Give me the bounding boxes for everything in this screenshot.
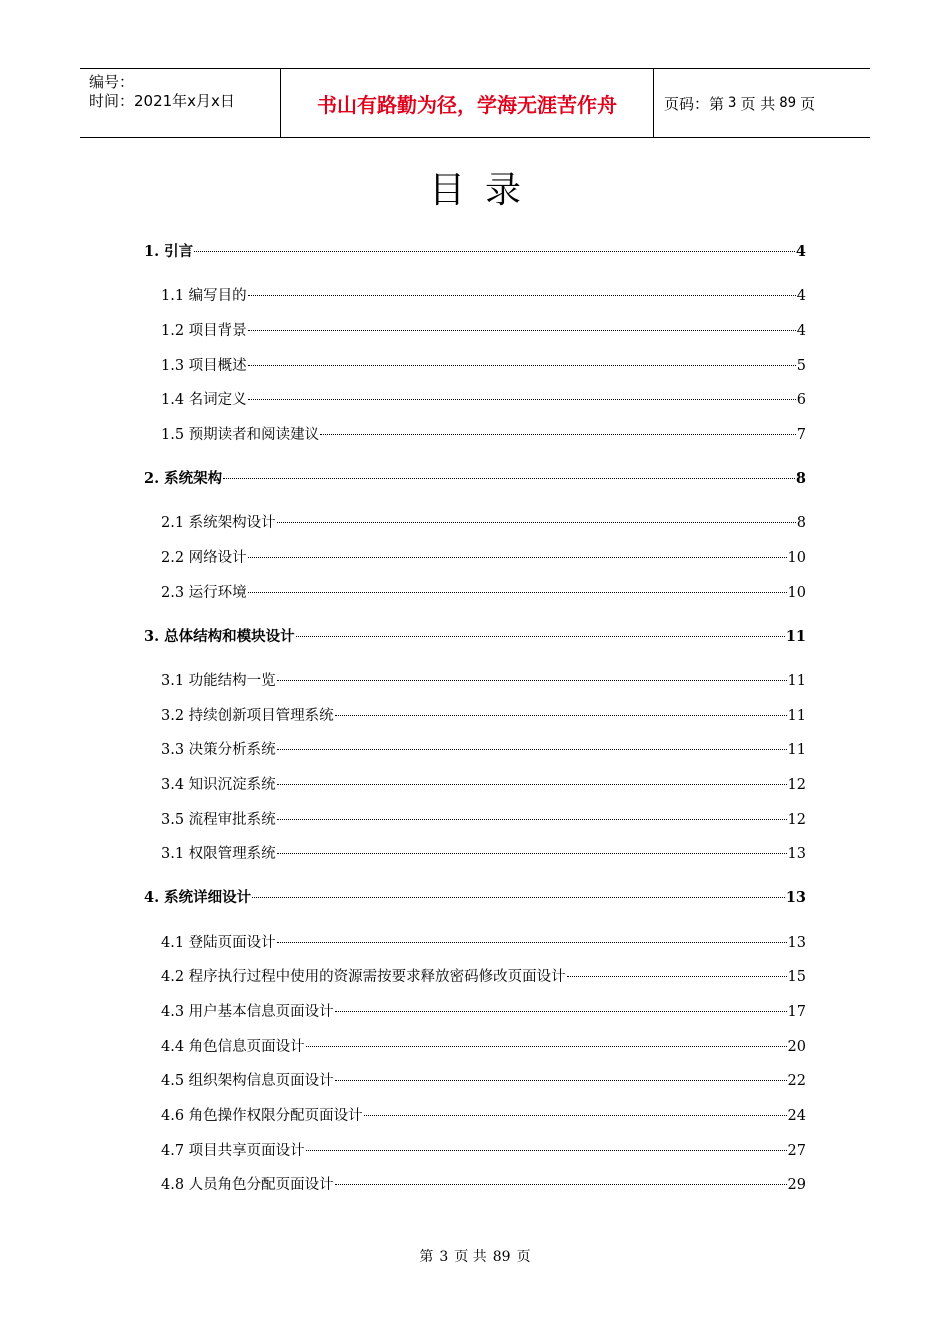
toc-leader-dots (277, 819, 787, 820)
toc-entry[interactable] (161, 1104, 806, 1124)
document-time-label: 时间：2021年x月x日 (89, 92, 235, 110)
toc-entry-title: 4.3 用户基本信息页面设计 (161, 1004, 334, 1020)
toc-entry-title: 4.6 角色操作权限分配页面设计 (161, 1108, 363, 1124)
toc-entry-page: 8 (795, 470, 806, 487)
header-page-prefix: 页码：第 (664, 94, 725, 113)
toc-entry[interactable] (161, 669, 806, 689)
toc-leader-dots (277, 853, 787, 854)
toc-entry[interactable] (161, 423, 806, 443)
toc-entry-page: 5 (796, 358, 806, 374)
toc-entry[interactable] (161, 1139, 806, 1159)
toc-entry-page: 13 (787, 846, 806, 862)
toc-entry-page: 13 (787, 935, 806, 951)
toc-entry[interactable] (144, 625, 806, 645)
toc-leader-dots (277, 680, 787, 681)
toc-entry-title: 4.8 人员角色分配页面设计 (161, 1177, 334, 1193)
toc-entry-page: 4 (796, 323, 806, 339)
toc-entry-title: 3.1 功能结构一览 (161, 673, 276, 689)
footer-page-current: 3 (439, 1249, 449, 1265)
toc-entry-title: 2.3 运行环境 (161, 585, 247, 601)
toc-entry-title: 1.2 项目背景 (161, 323, 247, 339)
toc-entry[interactable] (161, 965, 806, 985)
footer-suffix: 页 (516, 1249, 531, 1265)
toc-title: 目录 (428, 170, 541, 211)
toc-entry-title: 1.3 项目概述 (161, 358, 247, 374)
toc-entry-page: 4 (795, 243, 806, 260)
toc-entry[interactable] (161, 388, 806, 408)
toc-entry[interactable] (144, 240, 806, 260)
toc-entry[interactable] (161, 284, 806, 304)
toc-entry[interactable] (161, 738, 806, 758)
toc-leader-dots (277, 784, 787, 785)
document-number-label: 编号： (89, 73, 135, 91)
toc-entry[interactable] (161, 354, 806, 374)
toc-entry-page: 11 (787, 742, 806, 758)
toc-leader-dots (364, 1115, 787, 1116)
toc-entry-page: 20 (787, 1039, 806, 1055)
toc-entry-title: 1.5 预期读者和阅读建议 (161, 427, 320, 443)
toc-leader-dots (335, 715, 787, 716)
toc-entry[interactable] (161, 1000, 806, 1020)
header-page-mid: 页 共 (740, 94, 776, 113)
toc-entry-page: 13 (785, 889, 806, 906)
toc-entry-page: 11 (787, 673, 806, 689)
toc-entry-title: 2.2 网络设计 (161, 550, 247, 566)
toc-entry-page: 10 (787, 550, 806, 566)
header-page-current: 3 (728, 95, 737, 111)
toc-entry-page: 22 (787, 1073, 806, 1089)
toc-leader-dots (248, 295, 796, 296)
toc-leader-dots (223, 478, 795, 479)
toc-entry-title: 3.4 知识沉淀系统 (161, 777, 276, 793)
toc-leader-dots (248, 557, 787, 558)
toc-leader-dots (296, 636, 785, 637)
toc-entry-title: 4.2 程序执行过程中使用的资源需按要求释放密码修改页面设计 (161, 969, 566, 985)
toc-leader-dots (277, 942, 787, 943)
toc-leader-dots (567, 976, 787, 977)
toc-entry-title: 3.1 权限管理系统 (161, 846, 276, 862)
toc-entry[interactable] (161, 581, 806, 601)
header-page-info (654, 69, 870, 137)
toc-leader-dots (194, 251, 795, 252)
toc-entry[interactable] (161, 773, 806, 793)
toc-entry[interactable] (161, 546, 806, 566)
toc-leader-dots (277, 749, 787, 750)
toc-entry-page: 12 (787, 777, 806, 793)
toc-entry-title: 4. 系统详细设计 (144, 889, 252, 906)
page-footer (0, 1246, 950, 1266)
toc-entry-title: 3.3 决策分析系统 (161, 742, 276, 758)
toc-entry[interactable] (161, 1173, 806, 1193)
toc-entry-page: 27 (787, 1143, 806, 1159)
header-page-suffix: 页 (800, 94, 816, 113)
toc-entry-page: 6 (796, 392, 806, 408)
toc-entry-page: 10 (787, 585, 806, 601)
toc-leader-dots (248, 592, 787, 593)
toc-entry-page: 17 (787, 1004, 806, 1020)
toc-entry-title: 3.5 流程审批系统 (161, 812, 276, 828)
toc-entry[interactable] (161, 511, 806, 531)
footer-prefix: 第 (419, 1249, 434, 1265)
toc-entry-title: 3. 总体结构和模块设计 (144, 628, 295, 645)
toc-entry-page: 24 (787, 1108, 806, 1124)
toc-leader-dots (335, 1184, 787, 1185)
toc-leader-dots (320, 434, 796, 435)
toc-entry-page: 29 (787, 1177, 806, 1193)
toc-entry-page: 7 (796, 427, 806, 443)
toc-entry[interactable] (144, 886, 806, 906)
toc-entry[interactable] (161, 1035, 806, 1055)
toc-entry[interactable] (161, 842, 806, 862)
toc-entry-title: 4.7 项目共享页面设计 (161, 1143, 305, 1159)
toc-entry-page: 4 (796, 288, 806, 304)
toc-entry-page: 8 (796, 515, 806, 531)
toc-entry-page: 15 (787, 969, 806, 985)
toc-entry[interactable] (161, 1069, 806, 1089)
toc-entry-title: 4.4 角色信息页面设计 (161, 1039, 305, 1055)
toc-leader-dots (335, 1080, 787, 1081)
toc-leader-dots (277, 522, 796, 523)
toc-entry-title: 2. 系统架构 (144, 470, 223, 487)
toc-leader-dots (248, 399, 796, 400)
toc-entry-title: 1. 引言 (144, 243, 194, 260)
toc-entry[interactable] (161, 704, 806, 724)
toc-entry-page: 11 (787, 708, 806, 724)
toc-entry-title: 4.5 组织架构信息页面设计 (161, 1073, 334, 1089)
toc-leader-dots (335, 1011, 787, 1012)
footer-page-mid: 页 共 (454, 1249, 487, 1265)
header-meta (80, 69, 281, 137)
toc-leader-dots (306, 1046, 787, 1047)
toc-leader-dots (248, 365, 796, 366)
toc-entry-page: 12 (787, 812, 806, 828)
toc-entry-title: 4.1 登陆页面设计 (161, 935, 276, 951)
header-page-total: 89 (779, 95, 797, 111)
toc-leader-dots (306, 1150, 787, 1151)
toc-leader-dots (248, 330, 796, 331)
toc-entry[interactable] (161, 808, 806, 828)
toc-entry[interactable] (144, 467, 806, 487)
toc-entry-title: 2.1 系统架构设计 (161, 515, 276, 531)
toc-entry-title: 3.2 持续创新项目管理系统 (161, 708, 334, 724)
toc-entry-title: 1.1 编写目的 (161, 288, 247, 304)
toc-entry[interactable] (161, 931, 806, 951)
toc-entry-title: 1.4 名词定义 (161, 392, 247, 408)
toc-leader-dots (252, 897, 785, 898)
toc-entry[interactable] (161, 319, 806, 339)
toc-entry-page: 11 (785, 628, 806, 645)
header-motto: 书山有路勤为径，学海无涯苦作舟 (281, 69, 654, 137)
footer-page-total: 89 (492, 1249, 511, 1265)
page-header (80, 68, 870, 138)
